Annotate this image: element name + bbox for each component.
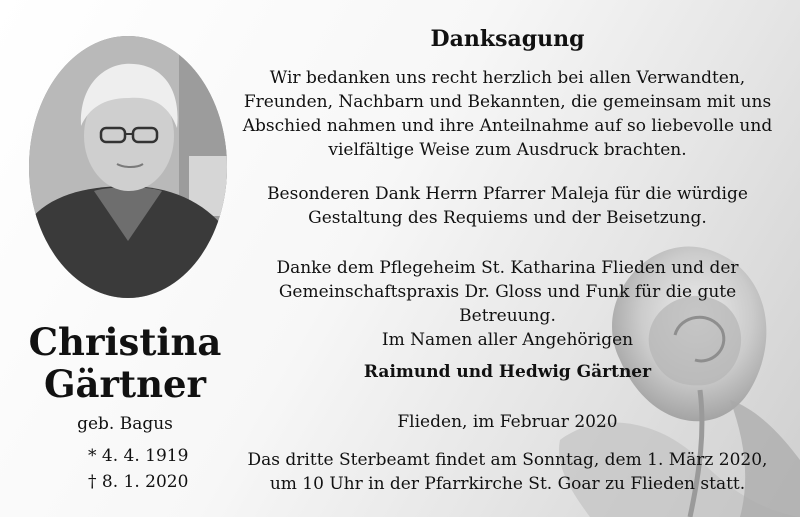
deceased-first-name: Christina bbox=[28, 320, 222, 364]
on-behalf-line: Im Namen aller Angehörigen bbox=[381, 330, 634, 350]
birth-date: * 4. 4. 1919 bbox=[88, 446, 189, 466]
mass-notice: Das dritte Sterbeamt findet am Sonntag, dem 1. März 2020, um 10 Uhr in der Pfarrkirche St. Goar zu Flieden statt. bbox=[247, 450, 768, 494]
pastor-thanks-paragraph: Besonderen Dank Herrn Pfarrer Maleja für die würdige Gestaltung des Requiems und der Beisetzung. bbox=[267, 184, 748, 228]
portrait-photo bbox=[29, 36, 227, 298]
heading: Danksagung bbox=[430, 26, 585, 52]
care-thanks-paragraph: Danke dem Pflegeheim St. Katharina Flieden und der Gemeinschaftspraxis Dr. Gloss und Funk für die gute Betreuung. bbox=[276, 258, 739, 326]
birth-name: geb. Bagus bbox=[77, 414, 173, 434]
thanks-paragraph: Wir bedanken uns recht herzlich bei allen Verwandten, Freunden, Nachbarn und Bekannten, die gemeinsam mit uns Abschied nahmen und ihre Anteilnahme auf so liebevolle und vielfältige Weise zum Ausdruck brachten. bbox=[242, 68, 773, 160]
death-date: † 8. 1. 2020 bbox=[88, 472, 189, 492]
signers: Raimund und Hedwig Gärtner bbox=[363, 362, 652, 382]
deceased-last-name: Gärtner bbox=[43, 362, 207, 406]
place-date: Flieden, im Februar 2020 bbox=[397, 412, 618, 432]
